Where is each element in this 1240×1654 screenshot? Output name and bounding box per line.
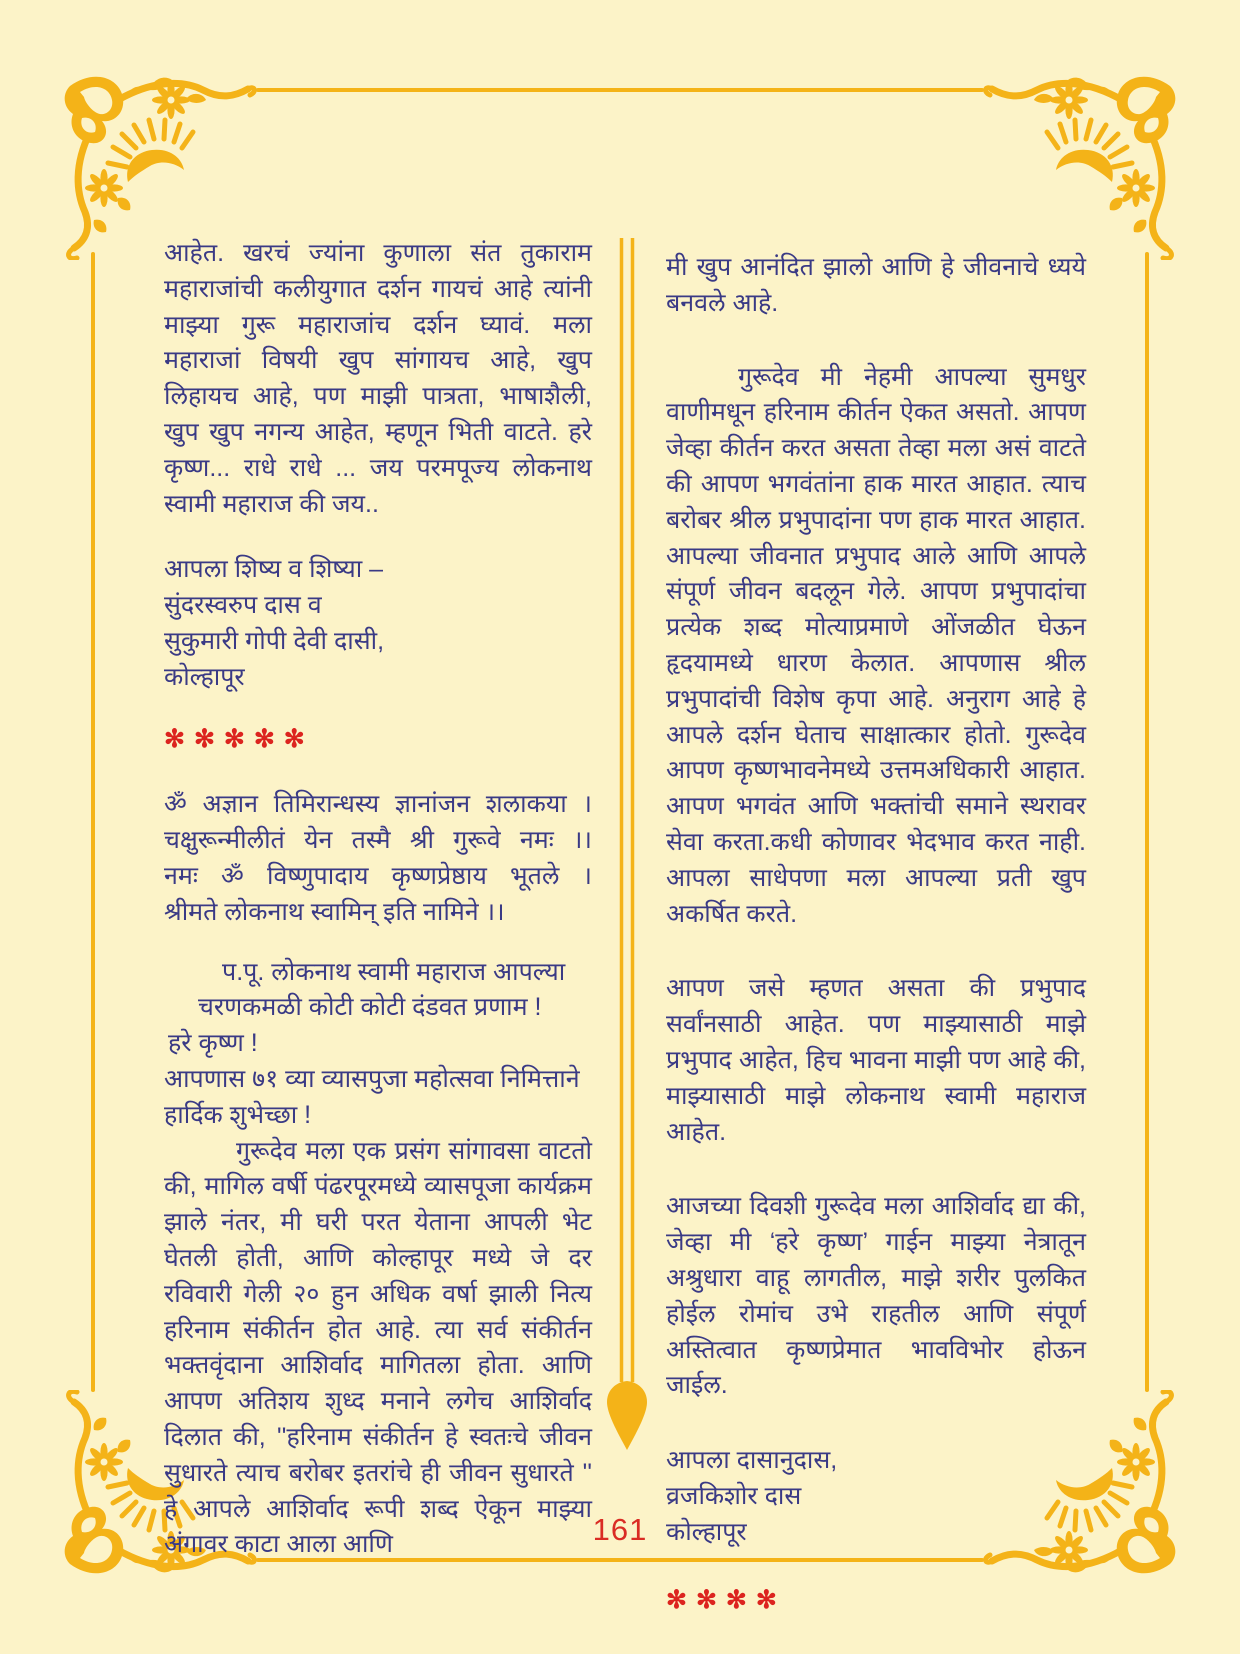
sanskrit-shloka (164, 787, 592, 930)
left-column (164, 236, 592, 1563)
signature-line: कोल्हापूर (666, 1517, 747, 1546)
salutation-line: प.पू. लोकनाथ स्वामी महाराज आपल्या (222, 957, 566, 986)
signature-line: सुंदरस्वरुप दास व (164, 591, 322, 620)
shloka-line: श्रीमते लोकनाथ स्वामिन् इति नामिने ।। (164, 897, 505, 926)
paragraph: मी खुप आनंदित झालो आणि हे जीवनाचे ध्यये बनवले आहे. (666, 253, 1086, 317)
corner-flourish-top-left-icon (58, 70, 258, 260)
right-column (666, 250, 1086, 1618)
asterisk-separator: ✻✻✻✻ (666, 1585, 786, 1614)
paragraph: आपण जसे म्हणत असता की प्रभुपाद सर्वांनसाठी आहेत. पण माझ्यासाठी माझे प्रभुपाद आहेत, हिच भावना माझी पण आहे की, माझ्यासाठी माझे लोकनाथ स्वामी महाराज आहेत. (666, 974, 1086, 1146)
frame-border-top (256, 88, 984, 92)
asterisk-separator: ✻✻✻✻✻ (164, 724, 314, 753)
signature-line: आपला दासानुदास, (666, 1446, 838, 1475)
paragraph: गुरूदेव मला एक प्रसंग सांगावसा वाटतो की, मागिल वर्षी पंढरपूरमध्ये व्यासपूजा कार्यक्रम झाले नंतर, मी घरी परत येताना आपली भेट घेतली होती, आणि कोल्हापूर मध्ये जे दर रविवारी गेली २० हुन अधिक वर्षा झाली नित्य हरिनाम संकीर्तन होत आहे. त्या सर्व संकीर्तन भक्तवृंदाना आशिर्वाद मागितला होता. आणि आपण अतिशय शुध्द मनाने लगेच आशिर्वाद दिलात की, ''हरिनाम संकीर्तन हे स्वतःचे जीवन सुधारते त्याच बरोबर इतरांचे ही जीवन सुधारते '' हे आपले आशिर्वाद रूपी शब्द ऐकून माझ्या अंगावर काटा आला आणि (164, 1136, 592, 1559)
salutation-line: चरणकमळी कोटी कोटी दंडवत प्रणाम ! (198, 993, 542, 1022)
signature-line: कोल्हापूर (164, 662, 245, 691)
signature-line: व्रजकिशोर दास (666, 1481, 802, 1510)
page-number: 161 (592, 1512, 648, 1547)
salutation-line: आपणास ७१ व्या व्यासपुजा महोत्सवा निमित्ताने (164, 1064, 580, 1093)
paragraph: आजच्या दिवशी गुरूदेव मला आशिर्वाद द्या की, जेव्हा मी ‘हरे कृष्ण’ गाईन माझ्या नेत्रातून अश्रुधारा वाहू लागतील, माझे शरीर पुलकित होईल रोमांच उभे राहतील आणि संपूर्ण अस्तित्वात कृष्णप्रेमात भावविभोर होऊन जाईल. (666, 1192, 1086, 1400)
signature-line: सुकुमारी गोपी देवी दासी, (164, 626, 385, 655)
shloka-line: ॐ अज्ञान तिमिरान्धस्य ज्ञानांजन शलाकया । (164, 790, 592, 819)
signature-block-disciples (164, 552, 592, 695)
paragraph: आहेत. खरचं ज्यांना कुणाला संत तुकाराम महाराजांची कलीयुगात दर्शन गायचं आहे त्यांनी माझ्या गुरू महाराजांच दर्शन घ्यावं. मला महाराजां विषयी खुप सांगायच आहे, खुप लिहायच आहे, पण माझी पात्रता, भाषाशैली, खुप खुप नगन्य आहेत, म्हणून भिती वाटते. हरे कृष्ण... राधे राधे ... जय परमपूज्य लोकनाथ स्वामी महाराज की जय.. (164, 239, 592, 518)
salutation-line: हार्दिक शुभेच्छा ! (164, 1100, 312, 1129)
shloka-line: नमः ॐ विष्णुपादाय कृष्णप्रेष्ठाय भूतले । (164, 861, 592, 890)
signature-line: आपला शिष्य व शिष्या – (164, 555, 384, 584)
shloka-line: चक्षुरून्मीलीतं येन तस्मै श्री गुरूवे नमः ।। (164, 826, 592, 855)
frame-border-left (91, 252, 95, 1392)
corner-flourish-top-right-icon (982, 70, 1182, 260)
column-divider-pen-icon (600, 232, 654, 1462)
paragraph: गुरूदेव मी नेहमी आपल्या सुमधुर वाणीमधून हरिनाम कीर्तन ऐकत असतो. आपण जेव्हा कीर्तन करत असता तेव्हा मला असं वाटते की आपण भगवंतांना हाक मारत आहात. त्याच बरोबर श्रील प्रभुपादांना पण हाक मारत आहात. आपल्या जीवनात प्रभुपाद आले आणि आपले संपूर्ण जीवन बदलून गेले. आपण प्रभुपादांचा प्रत्येक शब्द मोत्याप्रमाणे ओंजळीत घेऊन हृदयामध्ये धारण केलात. आपणास श्रील प्रभुपादांची विशेष कृपा आहे. अनुराग आहे हे आपले दर्शन घेताच साक्षात्कार होतो. गुरूदेव आपण कृष्णभावनेमध्ये उत्तमअधिकारी आहात. आपण भगवंत आणि भक्तांची समाने स्थरावर सेवा करता.कधी कोणावर भेदभाव करत नाही. आपला साधेपणा मला आपल्या प्रती खुप अकर्षित करते. (666, 362, 1086, 928)
frame-border-right (1145, 252, 1149, 1392)
salutation-block (164, 955, 592, 1134)
salutation-line: हरे कृष्ण ! (168, 1029, 258, 1058)
